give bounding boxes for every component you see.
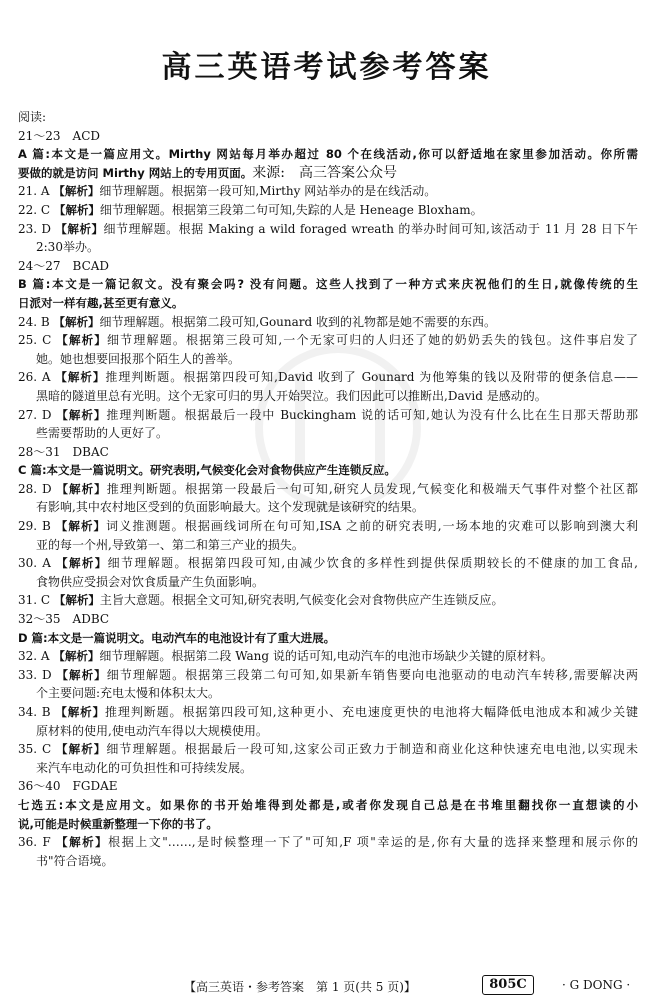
answer-item bbox=[18, 480, 638, 499]
passage-summary bbox=[18, 796, 638, 815]
answer-continuation bbox=[18, 573, 638, 592]
analysis-tag: 【解析】 bbox=[56, 556, 108, 571]
answer-number: 35. C bbox=[18, 742, 52, 757]
analysis-tag: 【解析】 bbox=[56, 742, 107, 757]
answer-continuation-text: 她。她也想要回报那个陌生人的善举。 bbox=[36, 351, 241, 366]
answer-item bbox=[18, 554, 638, 573]
answer-number: 21. A bbox=[18, 184, 50, 199]
answer-number: 29. B bbox=[18, 519, 51, 534]
answer-continuation bbox=[18, 852, 638, 871]
analysis-tag: 【解析】 bbox=[53, 593, 100, 608]
answer-number: 31. C bbox=[18, 593, 51, 608]
answer-item bbox=[18, 368, 638, 387]
section-heading-text: 36～40 FGDAE bbox=[18, 779, 118, 794]
answer-item bbox=[18, 666, 638, 685]
answer-explanation: 细节理解题。根据第三段可知,一个无家可归的人归还了她的奶奶丢失的钱包。这件事启发了 bbox=[106, 333, 638, 348]
analysis-tag: 【解析】 bbox=[55, 519, 107, 534]
answer-item bbox=[18, 517, 638, 536]
answer-continuation bbox=[18, 722, 638, 741]
answer-key-body bbox=[18, 108, 638, 870]
answer-continuation-text: 原材料的使用,使电动汽车得以大规模使用。 bbox=[36, 723, 268, 738]
section-heading bbox=[18, 108, 638, 127]
answer-continuation bbox=[18, 238, 638, 257]
answer-continuation bbox=[18, 684, 638, 703]
answer-item bbox=[18, 201, 638, 220]
passage-summary-text: 说,可能是时候重新整理一下你的书了。 bbox=[18, 816, 218, 831]
analysis-tag: 【解析】 bbox=[53, 649, 100, 664]
answer-explanation: 推理判断题。根据第一段最后一句可知,研究人员发现,气候变化和极端天气事件对整个社区都 bbox=[106, 481, 638, 496]
analysis-tag: 【解析】 bbox=[56, 333, 107, 348]
passage-summary-text: A 篇:本文是一篇应用文。Mirthy 网站每月举办超过 80 个在线活动,你可以舒适地在家里参加活动。你所需 bbox=[18, 147, 638, 162]
answer-number: 27. D bbox=[18, 407, 52, 422]
passage-summary bbox=[18, 294, 638, 313]
answer-item bbox=[18, 591, 638, 610]
answer-number: 24. B bbox=[18, 314, 50, 329]
answer-continuation bbox=[18, 350, 638, 369]
answer-number: 32. A bbox=[18, 649, 50, 664]
answer-number: 22. C bbox=[18, 202, 51, 217]
answer-continuation-text: 有影响,其中农村地区受到的负面影响最大。这个发现就是该研究的结果。 bbox=[36, 500, 424, 515]
analysis-tag: 【解析】 bbox=[53, 314, 100, 329]
answer-continuation-text: 2:30举办。 bbox=[36, 240, 99, 255]
passage-summary-text: B 篇:本文是一篇记叙文。没有聚会吗? 没有问题。这些人找到了一种方式来庆祝他们的生日,就像传统的生 bbox=[18, 277, 638, 292]
answer-continuation bbox=[18, 536, 638, 555]
answer-explanation: 细节理解题。根据第一段可知,Mirthy 网站举办的是在线活动。 bbox=[99, 184, 437, 199]
answer-explanation: 主旨大意题。根据全文可知,研究表明,气候变化会对食物供应产生连锁反应。 bbox=[99, 593, 504, 608]
answer-item bbox=[18, 406, 638, 425]
analysis-tag: 【解析】 bbox=[56, 407, 107, 422]
answer-item bbox=[18, 703, 638, 722]
answer-explanation: 词义推测题。根据画线词所在句可知,ISA 之前的研究表明,一场本地的灾难可以影响到澳大利 bbox=[106, 519, 638, 534]
analysis-tag: 【解析】 bbox=[56, 835, 109, 850]
section-heading-text: 24～27 BCAD bbox=[18, 258, 110, 273]
source-note: 来源: 高三答案公众号 bbox=[252, 164, 397, 181]
footer-page-info: 【高三英语・参考答案 第 1 页(共 5 页)】 bbox=[184, 980, 416, 994]
answer-continuation bbox=[18, 387, 638, 406]
section-heading bbox=[18, 777, 638, 796]
answer-continuation-text: 黑暗的隧道里总有光明。这个无家可归的男人开始哭泣。我们因此可以推断出,David 是感动的。 bbox=[36, 388, 547, 403]
page-title: 高三英语考试参考答案 bbox=[161, 50, 492, 85]
answer-item bbox=[18, 220, 638, 239]
answer-explanation: 细节理解题。根据 Making a wild foraged wreath 的举办时间可知,该活动于 11 月 28 日下午 bbox=[103, 221, 638, 236]
analysis-tag: 【解析】 bbox=[53, 184, 100, 199]
footer-publisher: · G DONG · bbox=[562, 978, 631, 992]
page-footer bbox=[0, 975, 653, 997]
answer-item bbox=[18, 833, 638, 852]
passage-summary-text: 要做的就是访问 Mirthy 网站上的专用页面。 bbox=[18, 165, 253, 180]
answer-explanation: 细节理解题。根据第三段第二句可知,如果新车销售要向电池驱动的电动汽车转移,需要解决两 bbox=[106, 667, 638, 682]
answer-item bbox=[18, 740, 638, 759]
answer-number: 36. F bbox=[18, 835, 51, 850]
answer-explanation: 细节理解题。根据第二段可知,Gounard 收到的礼物都是她不需要的东西。 bbox=[99, 314, 497, 329]
answer-explanation: 细节理解题。根据第三段第二句可知,失踪的人是 Heneage Bloxham。 bbox=[99, 202, 483, 217]
answer-number: 26. A bbox=[18, 370, 51, 385]
analysis-tag: 【解析】 bbox=[56, 667, 107, 682]
section-heading bbox=[18, 443, 638, 462]
analysis-tag: 【解析】 bbox=[55, 705, 105, 719]
answer-item bbox=[18, 331, 638, 350]
analysis-tag: 【解析】 bbox=[55, 370, 106, 385]
answer-explanation: 推理判断题。根据第四段可知,David 收到了 Gounard 为他筹集的钱以及附带的便条信息—— bbox=[105, 370, 638, 385]
analysis-tag: 【解析】 bbox=[56, 481, 107, 496]
answer-number: 25. C bbox=[18, 333, 52, 348]
answer-number: 30. A bbox=[18, 556, 51, 571]
passage-summary bbox=[18, 461, 638, 480]
answer-continuation-text: 个主要问题:充电太慢和体积太大。 bbox=[36, 686, 221, 701]
answer-explanation: 细节理解题。根据第四段可知,由减少饮食的多样性到提供保质期较长的不健康的加工食品, bbox=[107, 556, 638, 571]
answer-continuation bbox=[18, 498, 638, 517]
analysis-tag: 【解析】 bbox=[55, 221, 104, 236]
passage-summary-text: D 篇:本文是一篇说明文。电动汽车的电池设计有了重大进展。 bbox=[18, 630, 336, 645]
answer-number: 34. B bbox=[18, 705, 51, 719]
section-heading bbox=[18, 127, 638, 146]
answer-continuation-text: 亚的每一个州,导致第一、第二和第三产业的损失。 bbox=[36, 537, 304, 552]
passage-summary-text: C 篇:本文是一篇说明文。研究表明,气候变化会对食物供应产生连锁反应。 bbox=[18, 463, 396, 478]
answer-continuation-text: 来汽车电动化的可负担性和可持续发展。 bbox=[36, 760, 253, 775]
answer-continuation bbox=[18, 424, 638, 443]
section-heading-text: 21～23 ACD bbox=[18, 128, 101, 143]
answer-continuation-text: 书"符合语境。 bbox=[36, 853, 114, 868]
footer-exam-code: 805C bbox=[482, 975, 534, 995]
answer-number: 23. D bbox=[18, 221, 52, 236]
answer-explanation: 细节理解题。根据最后一段可知,这家公司正致力于制造和商业化这种快速充电电池,以实现未 bbox=[106, 742, 638, 757]
passage-summary bbox=[18, 164, 638, 183]
passage-summary bbox=[18, 815, 638, 834]
section-heading-text: 28～31 DBAC bbox=[18, 444, 109, 459]
section-heading bbox=[18, 257, 638, 276]
passage-summary bbox=[18, 145, 638, 164]
answer-number: 28. D bbox=[18, 481, 52, 496]
answer-continuation-text: 食物供应受损会对饮食质量产生负面影响。 bbox=[36, 574, 265, 589]
answer-continuation bbox=[18, 759, 638, 778]
answer-explanation: 推理判断题。根据最后一段中 Buckingham 说的话可知,她认为没有什么比在生日那天帮助那 bbox=[106, 407, 638, 422]
passage-summary-text: 日派对一样有趣,甚至更有意义。 bbox=[18, 295, 184, 310]
answer-item bbox=[18, 182, 638, 201]
answer-explanation: 细节理解题。根据第二段 Wang 说的话可知,电动汽车的电池市场缺少关键的原材料。 bbox=[99, 649, 553, 664]
passage-summary-text: 七选五:本文是应用文。如果你的书开始堆得到处都是,或者你发现自己总是在书堆里翻找你一直想读的小 bbox=[18, 797, 638, 812]
answer-item bbox=[18, 313, 638, 332]
section-heading-text: 阅读: bbox=[18, 110, 47, 124]
answer-continuation-text: 些需要帮助的人更好了。 bbox=[36, 426, 169, 441]
analysis-tag: 【解析】 bbox=[53, 202, 100, 217]
answer-item bbox=[18, 647, 638, 666]
answer-explanation: 推理判断题。根据第四段可知,这种更小、充电速度更快的电池将大幅降低电池成本和减少关键 bbox=[105, 705, 638, 719]
section-heading-text: 32～35 ADBC bbox=[18, 612, 110, 627]
answer-number: 33. D bbox=[18, 667, 52, 682]
section-heading bbox=[18, 610, 638, 629]
passage-summary bbox=[18, 629, 638, 648]
answer-explanation: 根据上文"……,是时候整理一下了"可知,F 项"幸运的是,你有大量的选择来整理和展示你的 bbox=[108, 835, 638, 850]
passage-summary bbox=[18, 275, 638, 294]
